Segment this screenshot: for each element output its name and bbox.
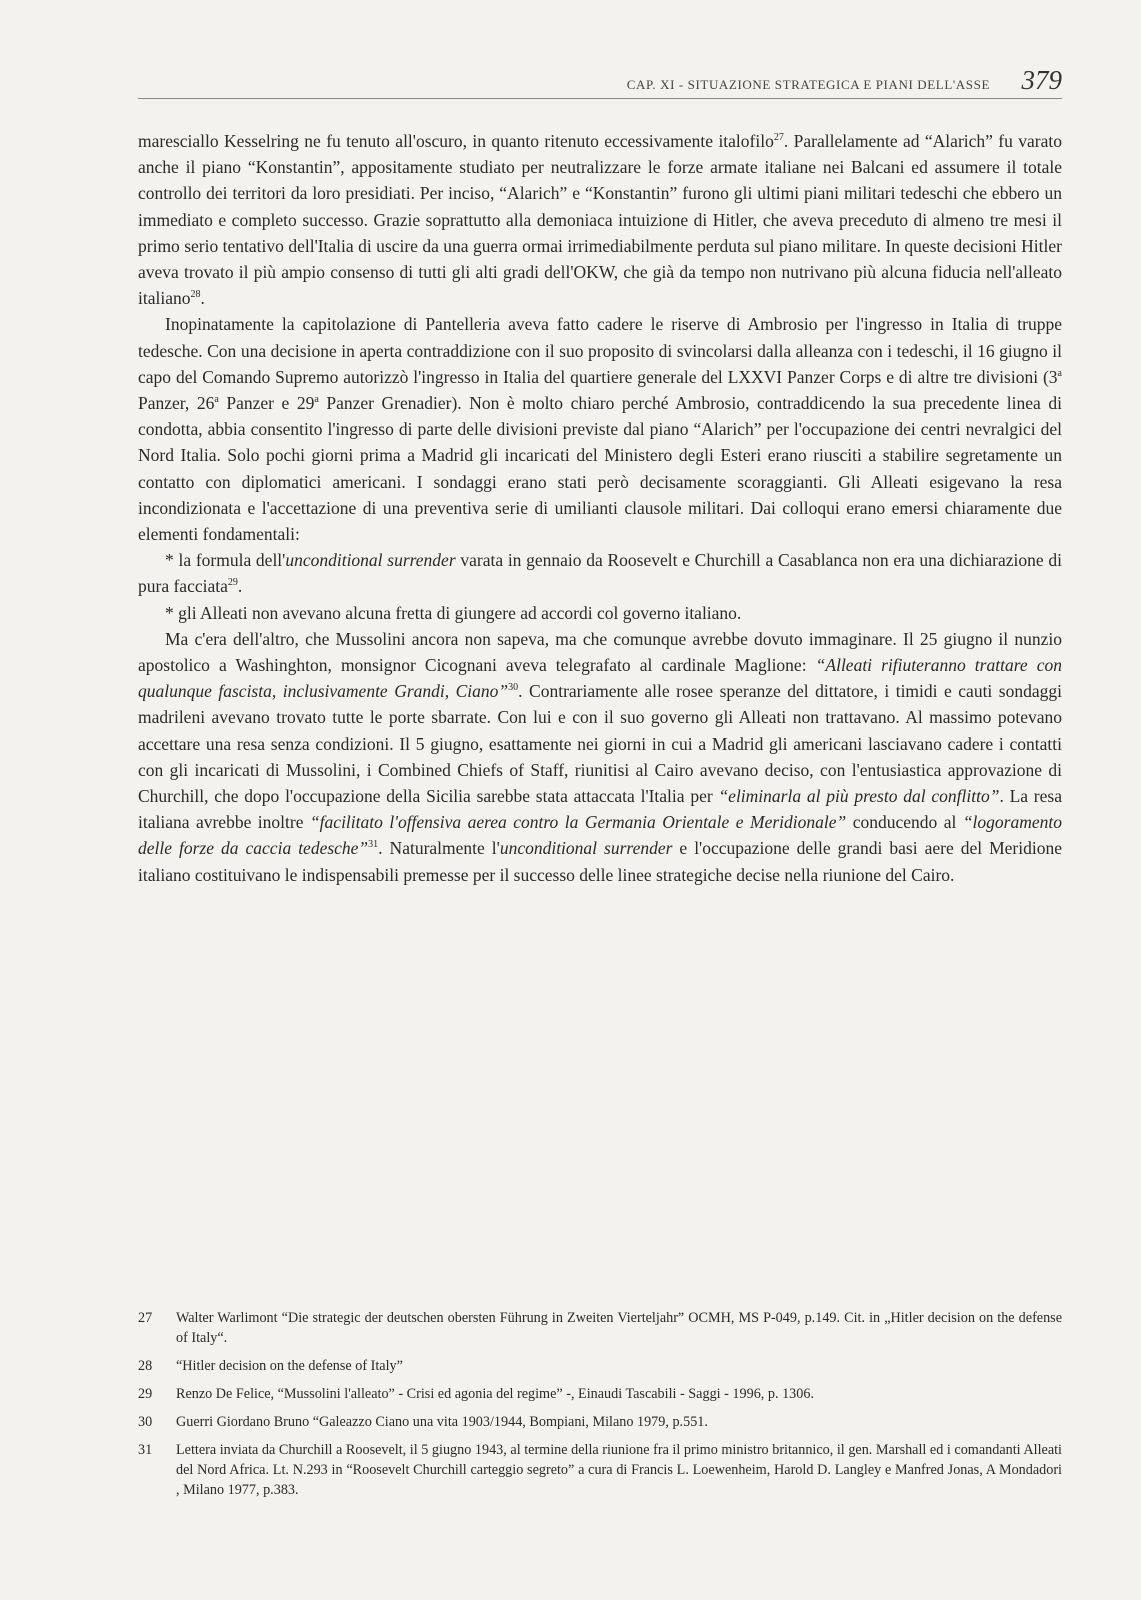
italic-run: unconditional surrender [285,550,456,571]
ordinal-sup: a [214,394,219,406]
text-run: e l'occupazione delle grandi basi aere del Meridione italiano costituivano le indispensabili premesse per il successo delle linee strategiche decise nella riunione del Cairo. [138,838,1063,885]
text-run: . [237,576,243,597]
running-header [138,64,1062,99]
main-text [138,128,1062,888]
footnote-number: 28 [138,1358,153,1374]
footnote-number: 30 [138,1414,153,1430]
text-run: . Parallelamente ad “Alarich” fu varato anche il piano “Konstantin”, appositamente studiato per neutralizzare le forze armate italiane nei Balcani ed assumere il totale controllo dei territori da loro presidiati. Per inciso, “Alarich” e “Konstantin” furono gli ultimi piani militari tedeschi che ebbero un immediato e completo successo. Grazie soprattutto alla demoniaca intuizione di Hitler, che aveva preceduto di almeno tre mesi il primo serio tentativo dell'Italia di uscire da una guerra ormai irrimediabilmente perduta sul piano militare. In queste decisioni Hitler aveva trovato il più ampio consenso di tutti gli alti gradi dell'OKW, che già da tempo non nutrivano più alcuna fiducia nell'alleato italiano [138,131,1063,309]
text-run: Panzer Grenadier). Non è molto chiaro perché Ambrosio, contraddicendo la sua precedente linea di condotta, abbia consentito l'ingresso di parte delle divisioni previste dal piano “Alarich” per l'occupazione dei centri nevralgici del Nord Italia. Solo pochi giorni prima a Madrid gli incaricati del Ministero degli Esteri erano riusciti a stabilire segretamente un contatto con diplomatici americani. I sondaggi erano stati però decisamente scoraggianti. Gli Alleati esigevano la resa incondizionata e l'accettazione di una preventiva serie di umilianti clausole militari. Dai colloqui erano emersi chiaramente due elementi fondamentali: [138,393,1062,545]
footnote-number: 27 [138,1310,153,1326]
footnotes [138,1308,1062,1508]
footnote-text: Renzo De Felice, “Mussolini l'alleato” - Crisi ed agonia del regime” -, Einaudi Tascabili - Saggi - 1996, p. 1306. [176,1386,814,1402]
italic-run: “eliminarla al più presto dal conflitto” [718,786,1000,807]
text-run: . Contrariamente alle rosee speranze del dittatore, i timidi e cauti sondaggi madrileni avevano trovato tutte le porte sbarrate. Con lui e con il suo governo gli Alleati non trattavano. Al massimo potevano accettare una resa senza condizioni. Il 5 giugno, esattamente nei giorni in cui a Madrid gli americani lasciavano cadere i contatti con gli incaricati di Mussolini, i Combined Chiefs of Staff, riunitisi al Cairo avevano deciso, con l'entusiastica approvazione di Churchill, che dopo l'occupazione della Sicilia sarebbe stata attaccata l'Italia per [138,681,1062,807]
footnote-number: 31 [138,1442,153,1458]
footnote [138,1356,1062,1376]
text-run: Ma c'era dell'altro, che Mussolini ancora non sapeva, ma che comunque avrebbe dovuto immaginare. Il 25 giugno il nunzio apostolico a Washinghton, monsignor Cicognani aveva telegrafato al cardinale Maglione: [138,628,1062,676]
text-run: conducendo al [846,812,963,833]
footnote-ref-30: 30 [508,682,519,694]
footnote [138,1308,1062,1348]
text-run: varata in gennaio da Roosevelt e Churchill a Casablanca non era una dichiarazione di pura facciata [138,550,1062,597]
footnote-text: Lettera inviata da Churchill a Roosevelt, il 5 giugno 1943, al termine della riunione fra il primo ministro britannico, il gen. Marshall ed i comandanti Alleati del Nord Africa. Lt. N.293 in “Roosevelt Churchill carteggio segreto” a cura di Francis L. Loewenheim, Harold D. Langley e Manfred Jonas, A Mondadori , Milano 1977, p.383. [176,1442,1062,1498]
text-run: . La resa italiana avrebbe inoltre [138,786,1062,833]
footnote-text: “Hitler decision on the defense of Italy” [176,1358,403,1374]
italic-run: “facilitato l'offensiva aerea contro la Germania Orientale e Meridionale” [309,812,847,833]
italic-run: “logoramento delle forze da caccia tedesche” [138,812,1063,859]
page-number: 379 [1021,65,1062,95]
footnote [138,1412,1062,1432]
text-run: . Naturalmente l' [378,838,500,859]
footnote-text: Walter Warlimont “Die strategic der deutschen obersten Führung in Zweiten Vierteljahr” OCMH, MS P-049, p.149. Cit. in „Hitler decision on the defense of Italy“. [176,1310,1062,1346]
chapter-title: CAP. XI - SITUAZIONE STRATEGICA E PIANI DELL'ASSE [626,77,990,92]
footnote-ref-27: 27 [773,132,784,143]
footnote-text: Guerri Giordano Bruno “Galeazzo Ciano una vita 1903/1944, Bompiani, Milano 1979, p.551. [176,1414,708,1430]
text-run: * la formula dell' [165,550,286,571]
ordinal-sup: a [314,394,319,406]
paragraph-1 [138,128,1062,311]
italic-run: “Alleati rifiuteranno trattare con qualunque fascista, inclusivamente Grandi, Ciano” [138,655,1062,702]
text-run: Panzer, 26 [138,393,215,414]
italic-run: unconditional surrender [499,838,673,859]
footnote-ref-31: 31 [368,839,379,851]
paragraph-5 [138,626,1062,888]
footnote-ref-28: 28 [190,289,201,301]
footnote-ref-29: 29 [227,577,238,589]
paragraph-4: * gli Alleati non avevano alcuna fretta di giungere ad accordi col governo italiano. [165,602,742,623]
paragraph-2 [138,311,1062,547]
text-run: . [200,288,205,309]
paragraph-3 [138,547,1062,599]
text-run: maresciallo Kesselring ne fu tenuto all'oscuro, in quanto ritenuto eccessivamente italofilo [138,131,774,151]
footnote [138,1384,1062,1404]
text-run: Panzer e 29 [218,393,315,414]
footnote [138,1440,1062,1500]
ordinal-sup: a [1057,367,1062,379]
footnote-number: 29 [138,1386,153,1402]
text-run: Inopinatamente la capitolazione di Pantelleria aveva fatto cadere le riserve di Ambrosio per l'ingresso in Italia di truppe tedesche. Con una decisione in aperta contraddizione con il suo proposito di svincolarsi dalla alleanza con i tedeschi, il 16 giugno il capo del Comando Supremo autorizzò l'ingresso in Italia del quartiere generale del LXXVI Panzer Corps e di altre tre divisioni (3 [138,314,1062,387]
